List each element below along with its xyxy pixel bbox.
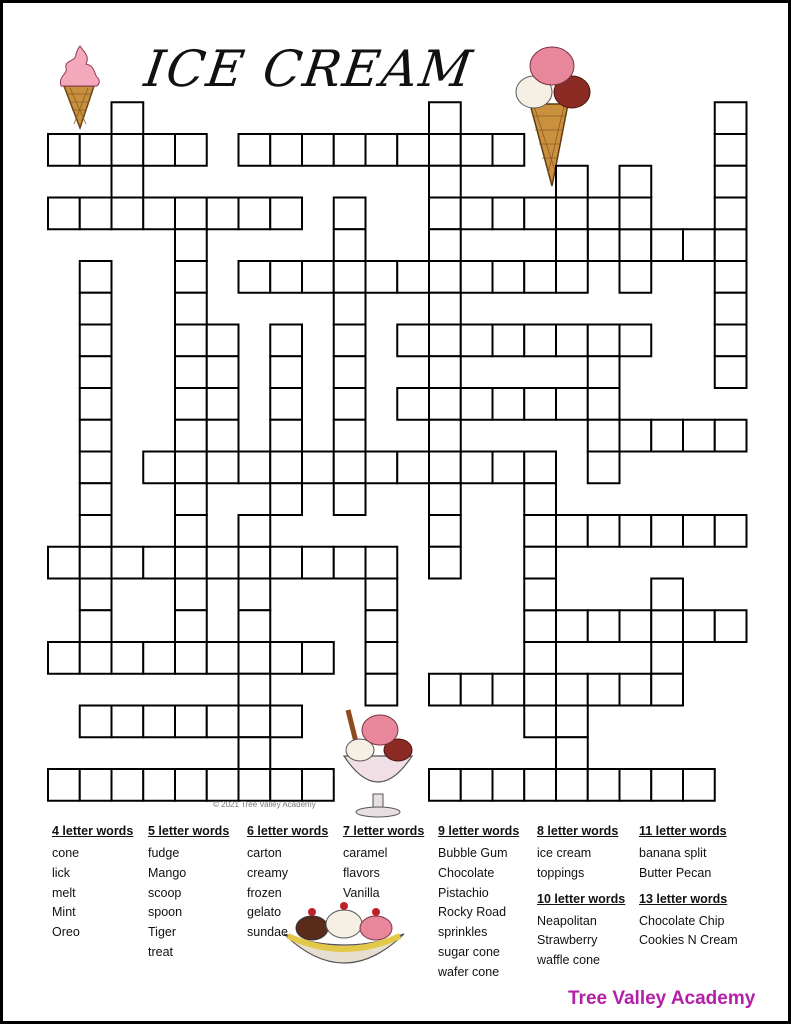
grid-cell[interactable] <box>556 737 588 769</box>
word-item: wafer cone <box>438 964 500 979</box>
word-item: creamy <box>247 865 288 880</box>
word-item: Mint <box>52 905 76 920</box>
grid-cell[interactable] <box>556 325 588 357</box>
grid-cell[interactable] <box>334 261 366 293</box>
grid-cell[interactable] <box>620 515 652 547</box>
grid-cell[interactable] <box>48 198 80 230</box>
grid-cell[interactable] <box>270 388 302 420</box>
grid-cell[interactable] <box>397 261 429 293</box>
grid-cell[interactable] <box>80 325 112 357</box>
grid-cell[interactable] <box>239 198 271 230</box>
word-group-heading: 4 letter words <box>52 824 134 838</box>
grid-cell[interactable] <box>429 483 461 515</box>
grid-cell[interactable] <box>175 579 207 611</box>
grid-cell[interactable] <box>461 134 493 166</box>
grid-cell[interactable] <box>239 134 271 166</box>
grid-cell[interactable] <box>207 388 239 420</box>
grid-cell[interactable] <box>556 229 588 261</box>
grid-cell[interactable] <box>524 515 556 547</box>
grid-cell[interactable] <box>493 134 525 166</box>
grid-cell[interactable] <box>270 642 302 674</box>
grid-cell[interactable] <box>175 483 207 515</box>
word-column <box>639 824 738 951</box>
grid-cell[interactable] <box>143 642 175 674</box>
grid-cell[interactable] <box>80 642 112 674</box>
grid-cell[interactable] <box>620 198 652 230</box>
grid-cell[interactable] <box>143 198 175 230</box>
grid-cell[interactable] <box>48 547 80 579</box>
grid-cell[interactable] <box>366 452 398 484</box>
word-item: sugar cone <box>438 944 500 959</box>
grid-cell[interactable] <box>207 198 239 230</box>
word-item: sprinkles <box>438 925 488 940</box>
grid-cell[interactable] <box>207 325 239 357</box>
grid-cell[interactable] <box>524 483 556 515</box>
grid-cell[interactable] <box>80 198 112 230</box>
word-group-heading: 6 letter words <box>247 824 329 838</box>
grid-cell[interactable] <box>588 356 620 388</box>
copyright-text: © 2021 Tree Valley Academy <box>213 800 316 809</box>
word-item: melt <box>52 885 76 900</box>
word-item: carton <box>247 846 282 860</box>
word-item: waffle cone <box>537 953 601 968</box>
grid-cell[interactable] <box>334 325 366 357</box>
grid-cell[interactable] <box>461 452 493 484</box>
grid-cell[interactable] <box>461 769 493 801</box>
grid-cell[interactable] <box>524 610 556 642</box>
grid-cell[interactable] <box>80 356 112 388</box>
word-column <box>343 824 424 903</box>
brand-footer: Tree Valley Academy <box>568 988 756 1009</box>
grid-cell[interactable] <box>270 134 302 166</box>
grid-cell[interactable] <box>397 452 429 484</box>
grid-cell[interactable] <box>270 261 302 293</box>
grid-cell[interactable] <box>270 706 302 738</box>
grid-cell[interactable] <box>175 642 207 674</box>
grid-cell[interactable] <box>143 769 175 801</box>
grid-cell[interactable] <box>270 420 302 452</box>
grid-cell[interactable] <box>334 134 366 166</box>
grid-cell[interactable] <box>588 674 620 706</box>
grid-cell[interactable] <box>143 452 175 484</box>
grid-cell[interactable] <box>556 769 588 801</box>
grid-cell[interactable] <box>493 452 525 484</box>
grid-cell[interactable] <box>556 166 588 198</box>
grid-cell[interactable] <box>588 325 620 357</box>
grid-cell[interactable] <box>556 388 588 420</box>
grid-cell[interactable] <box>620 261 652 293</box>
word-item: ice cream <box>537 846 592 860</box>
grid-cell[interactable] <box>429 547 461 579</box>
grid-cell[interactable] <box>239 610 271 642</box>
grid-cell[interactable] <box>588 198 620 230</box>
grid-cell[interactable] <box>429 452 461 484</box>
grid-cell[interactable] <box>175 452 207 484</box>
grid-cell[interactable] <box>270 198 302 230</box>
grid-cell[interactable] <box>588 452 620 484</box>
word-item: Pistachio <box>438 885 489 900</box>
grid-cell[interactable] <box>175 706 207 738</box>
grid-cell[interactable] <box>270 547 302 579</box>
word-item: Mango <box>148 865 187 880</box>
grid-cell[interactable] <box>429 198 461 230</box>
word-item: cone <box>52 846 80 860</box>
grid-cell[interactable] <box>48 134 80 166</box>
grid-cell[interactable] <box>366 547 398 579</box>
grid-cell[interactable] <box>651 579 683 611</box>
grid-cell[interactable] <box>429 674 461 706</box>
grid-cell[interactable] <box>429 325 461 357</box>
word-item: fudge <box>148 846 180 860</box>
word-item: Chocolate <box>438 865 495 880</box>
grid-cell[interactable] <box>715 229 747 261</box>
grid-cell[interactable] <box>175 420 207 452</box>
grid-cell[interactable] <box>207 452 239 484</box>
grid-cell[interactable] <box>112 706 144 738</box>
grid-cell[interactable] <box>493 674 525 706</box>
word-group-heading: 7 letter words <box>343 824 425 838</box>
grid-cell[interactable] <box>239 579 271 611</box>
grid-cell[interactable] <box>207 547 239 579</box>
grid-cell[interactable] <box>302 642 334 674</box>
grid-cell[interactable] <box>334 547 366 579</box>
page-title: ICE CREAM <box>140 40 478 98</box>
grid-cell[interactable] <box>556 261 588 293</box>
grid-cell[interactable] <box>207 642 239 674</box>
grid-cell[interactable] <box>524 452 556 484</box>
grid-cell[interactable] <box>493 198 525 230</box>
grid-cell[interactable] <box>524 198 556 230</box>
grid-cell[interactable] <box>239 515 271 547</box>
grid-cell[interactable] <box>239 452 271 484</box>
word-column <box>52 824 133 943</box>
grid-cell[interactable] <box>334 198 366 230</box>
grid-cell[interactable] <box>175 769 207 801</box>
grid-cell[interactable] <box>239 642 271 674</box>
word-group-heading: 13 letter words <box>639 891 728 906</box>
grid-cell[interactable] <box>397 388 429 420</box>
grid-cell[interactable] <box>461 198 493 230</box>
grid-cell[interactable] <box>651 420 683 452</box>
grid-cell[interactable] <box>80 547 112 579</box>
grid-cell[interactable] <box>80 515 112 547</box>
grid-cell[interactable] <box>175 198 207 230</box>
word-item: Cookies N Cream <box>639 933 738 948</box>
grid-cell[interactable] <box>175 610 207 642</box>
grid-cell[interactable] <box>239 706 271 738</box>
grid-cell[interactable] <box>175 356 207 388</box>
grid-cell[interactable] <box>461 674 493 706</box>
word-item: frozen <box>247 885 282 900</box>
grid-cell[interactable] <box>112 769 144 801</box>
word-item: sundae <box>247 925 289 940</box>
word-item: Chocolate Chip <box>639 913 725 928</box>
grid-cell[interactable] <box>302 134 334 166</box>
grid-cell[interactable] <box>175 547 207 579</box>
grid-cell[interactable] <box>334 420 366 452</box>
word-item: Butter Pecan <box>639 865 712 880</box>
word-item: Tiger <box>148 925 177 940</box>
word-item: scoop <box>148 885 182 900</box>
word-group-heading: 9 letter words <box>438 824 520 838</box>
grid-cell[interactable] <box>493 388 525 420</box>
grid-cell[interactable] <box>112 102 144 134</box>
grid-cell[interactable] <box>302 769 334 801</box>
grid-cell[interactable] <box>620 325 652 357</box>
grid-cell[interactable] <box>651 610 683 642</box>
grid-cell[interactable] <box>80 483 112 515</box>
grid-cell[interactable] <box>334 388 366 420</box>
word-item: treat <box>148 944 174 959</box>
word-item: Oreo <box>52 925 80 940</box>
grid-cell[interactable] <box>175 388 207 420</box>
grid-cell[interactable] <box>588 388 620 420</box>
grid-cell[interactable] <box>620 769 652 801</box>
grid-cell[interactable] <box>429 356 461 388</box>
grid-cell[interactable] <box>112 166 144 198</box>
grid-cell[interactable] <box>175 229 207 261</box>
grid-cell[interactable] <box>620 610 652 642</box>
word-item: Vanilla <box>343 885 380 900</box>
grid-cell[interactable] <box>334 229 366 261</box>
grid-cell[interactable] <box>461 261 493 293</box>
grid-cell[interactable] <box>429 229 461 261</box>
grid-cell[interactable] <box>366 134 398 166</box>
grid-cell[interactable] <box>334 483 366 515</box>
grid-cell[interactable] <box>524 388 556 420</box>
grid-cell[interactable] <box>80 706 112 738</box>
grid-cell[interactable] <box>429 388 461 420</box>
grid-cell[interactable] <box>429 102 461 134</box>
grid-cell[interactable] <box>493 261 525 293</box>
word-item: Strawberry <box>537 933 598 948</box>
grid-cell[interactable] <box>429 166 461 198</box>
grid-cell[interactable] <box>588 420 620 452</box>
grid-cell[interactable] <box>302 547 334 579</box>
grid-cell[interactable] <box>239 674 271 706</box>
grid-cell[interactable] <box>207 706 239 738</box>
grid-cell[interactable] <box>175 325 207 357</box>
grid-cell[interactable] <box>556 610 588 642</box>
grid-cell[interactable] <box>429 769 461 801</box>
grid-cell[interactable] <box>715 166 747 198</box>
grid-cell[interactable] <box>239 547 271 579</box>
grid-cell[interactable] <box>429 134 461 166</box>
grid-cell[interactable] <box>302 261 334 293</box>
grid-cell[interactable] <box>493 325 525 357</box>
grid-cell[interactable] <box>683 229 715 261</box>
grid-cell[interactable] <box>556 198 588 230</box>
grid-cell[interactable] <box>80 293 112 325</box>
word-group-heading: 10 letter words <box>537 891 626 906</box>
grid-cell[interactable] <box>48 769 80 801</box>
grid-cell[interactable] <box>207 420 239 452</box>
word-column <box>247 824 328 943</box>
grid-cell[interactable] <box>397 134 429 166</box>
grid-cell[interactable] <box>715 325 747 357</box>
grid-cell[interactable] <box>207 769 239 801</box>
grid-cell[interactable] <box>588 229 620 261</box>
grid-cell[interactable] <box>112 642 144 674</box>
grid-cell[interactable] <box>80 769 112 801</box>
grid-cell[interactable] <box>80 610 112 642</box>
grid-cell[interactable] <box>239 737 271 769</box>
word-item: caramel <box>343 846 388 860</box>
word-item: flavors <box>343 865 380 880</box>
grid-cell[interactable] <box>524 706 556 738</box>
word-group-heading: 8 letter words <box>537 824 619 838</box>
grid-cell[interactable] <box>524 547 556 579</box>
grid-cell[interactable] <box>175 515 207 547</box>
grid-cell[interactable] <box>556 674 588 706</box>
grid-cell[interactable] <box>80 579 112 611</box>
grid-cell[interactable] <box>461 388 493 420</box>
grid-cell[interactable] <box>715 102 747 134</box>
word-item: Bubble Gum <box>438 846 508 860</box>
word-item: banana split <box>639 846 707 860</box>
grid-cell[interactable] <box>429 515 461 547</box>
grid-cell[interactable] <box>588 769 620 801</box>
grid-cell[interactable] <box>683 420 715 452</box>
grid-cell[interactable] <box>334 356 366 388</box>
grid-cell[interactable] <box>80 261 112 293</box>
grid-cell[interactable] <box>715 610 747 642</box>
grid-cell[interactable] <box>651 674 683 706</box>
grid-cell[interactable] <box>683 515 715 547</box>
grid-cell[interactable] <box>651 515 683 547</box>
grid-cell[interactable] <box>112 134 144 166</box>
grid-cell[interactable] <box>429 420 461 452</box>
grid-cell[interactable] <box>620 166 652 198</box>
grid-cell[interactable] <box>80 452 112 484</box>
grid-cell[interactable] <box>239 769 271 801</box>
grid-cell[interactable] <box>588 610 620 642</box>
word-group-heading: 11 letter words <box>639 824 727 838</box>
word-item: Neapolitan <box>537 913 597 928</box>
grid-cell[interactable] <box>429 261 461 293</box>
word-item: toppings <box>537 865 585 880</box>
grid-cell[interactable] <box>524 674 556 706</box>
grid-cell[interactable] <box>620 420 652 452</box>
word-item: lick <box>52 865 71 880</box>
grid-cell[interactable] <box>715 293 747 325</box>
grid-cell[interactable] <box>524 769 556 801</box>
grid-cell[interactable] <box>524 642 556 674</box>
grid-cell[interactable] <box>651 229 683 261</box>
grid-cell[interactable] <box>493 769 525 801</box>
grid-cell[interactable] <box>112 198 144 230</box>
word-column <box>148 824 229 963</box>
grid-cell[interactable] <box>556 515 588 547</box>
word-item: gelato <box>247 905 282 920</box>
grid-cell[interactable] <box>175 261 207 293</box>
grid-cell[interactable] <box>112 547 144 579</box>
word-item: Rocky Road <box>438 905 507 920</box>
grid-cell[interactable] <box>302 452 334 484</box>
grid-cell[interactable] <box>524 579 556 611</box>
grid-cell[interactable] <box>239 261 271 293</box>
grid-cell[interactable] <box>80 420 112 452</box>
grid-cell[interactable] <box>524 261 556 293</box>
grid-cell[interactable] <box>80 388 112 420</box>
grid-cell[interactable] <box>620 674 652 706</box>
grid-cell[interactable] <box>334 293 366 325</box>
grid-cell[interactable] <box>651 642 683 674</box>
grid-cell[interactable] <box>620 229 652 261</box>
grid-cell[interactable] <box>683 610 715 642</box>
grid-cell[interactable] <box>588 515 620 547</box>
grid-cell[interactable] <box>366 642 398 674</box>
grid-cell[interactable] <box>48 642 80 674</box>
grid-cell[interactable] <box>366 674 398 706</box>
grid-cell[interactable] <box>366 579 398 611</box>
word-column <box>438 824 519 983</box>
grid-cell[interactable] <box>143 706 175 738</box>
grid-cell[interactable] <box>207 356 239 388</box>
grid-cell[interactable] <box>461 325 493 357</box>
grid-cell[interactable] <box>715 420 747 452</box>
grid-cell[interactable] <box>175 293 207 325</box>
grid-cell[interactable] <box>651 769 683 801</box>
grid-cell[interactable] <box>175 134 207 166</box>
grid-cell[interactable] <box>556 706 588 738</box>
grid-cell[interactable] <box>143 547 175 579</box>
grid-cell[interactable] <box>270 356 302 388</box>
grid-cell[interactable] <box>715 198 747 230</box>
grid-cell[interactable] <box>270 769 302 801</box>
grid-cell[interactable] <box>270 325 302 357</box>
word-group-heading: 5 letter words <box>148 824 230 838</box>
grid-cell[interactable] <box>366 261 398 293</box>
grid-cell[interactable] <box>270 483 302 515</box>
grid-cell[interactable] <box>334 452 366 484</box>
grid-cell[interactable] <box>715 261 747 293</box>
word-column <box>537 824 625 971</box>
grid-cell[interactable] <box>397 325 429 357</box>
grid-cell[interactable] <box>715 515 747 547</box>
word-item: spoon <box>148 905 183 920</box>
grid-cell[interactable] <box>715 134 747 166</box>
grid-cell[interactable] <box>143 134 175 166</box>
grid-cell[interactable] <box>80 134 112 166</box>
grid-cell[interactable] <box>270 452 302 484</box>
grid-cell[interactable] <box>366 610 398 642</box>
grid-cell[interactable] <box>715 356 747 388</box>
grid-cell[interactable] <box>524 325 556 357</box>
grid-cell[interactable] <box>683 769 715 801</box>
grid-cell[interactable] <box>429 293 461 325</box>
